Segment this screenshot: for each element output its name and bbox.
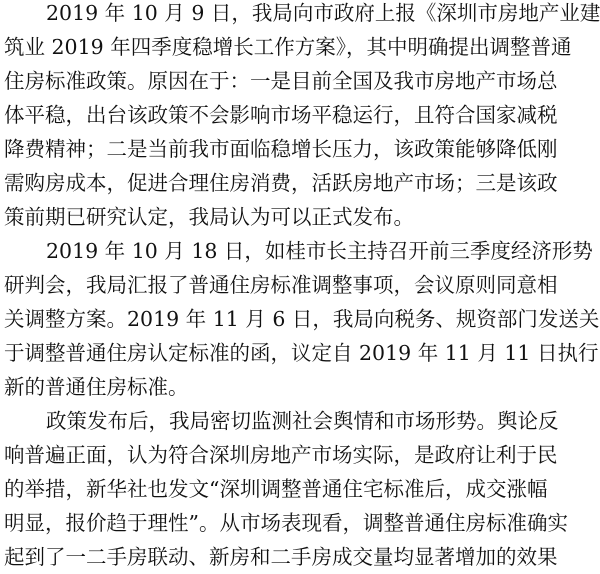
paragraph-3-line-1: 政策发布后，我局密切监测社会舆情和市场形势。舆论反 xyxy=(46,409,559,433)
paragraph-3-line-5: 起到了一二手房联动、新房和二手房成交量均显著增加的效果 xyxy=(4,545,558,569)
paragraph-2-line-5: 新的普通住房标准。 xyxy=(4,375,189,399)
paragraph-3-line-3: 的举措，新华社也发文“深圳调整普通住宅标准后，成交涨幅 xyxy=(4,477,548,501)
paragraph-2-line-3: 关调整方案。2019 年 11 月 6 日，我局向税务、规资部门发送关 xyxy=(4,307,600,331)
paragraph-1-line-7: 策前期已研究认定，我局认为可以正式发布。 xyxy=(4,205,414,229)
paragraph-2-line-4: 于调整普通住房认定标准的函，议定自 2019 年 11 月 11 日执行 xyxy=(4,341,599,365)
paragraph-1-line-4: 体平稳，出台该政策不会影响市场平稳运行，且符合国家减税 xyxy=(4,103,558,127)
paragraph-1-line-6: 需购房成本，促进合理住房消费，活跃房地产市场；三是该政 xyxy=(4,171,558,195)
paragraph-2-line-1: 2019 年 10 月 18 日，如桂市长主持召开前三季度经济形势 xyxy=(46,239,593,263)
paragraph-3-line-2: 响普遍正面，认为符合深圳房地产市场实际，是政府让利于民 xyxy=(4,443,558,467)
paragraph-1-line-1: 2019 年 10 月 9 日，我局向市政府上报《深圳市房地产业建 xyxy=(46,1,600,25)
paragraph-1-line-5: 降费精神；二是当前我市面临稳增长压力，该政策能够降低刚 xyxy=(4,137,558,161)
paragraph-3-line-4: 明显，报价趋于理性”。从市场表现看，调整普通住房标准确实 xyxy=(4,511,568,535)
paragraph-2-line-2: 研判会，我局汇报了普通住房标准调整事项，会议原则同意相 xyxy=(4,273,558,297)
paragraph-1-line-3: 住房标准政策。原因在于：一是目前全国及我市房地产市场总 xyxy=(4,69,558,93)
paragraph-1-line-2: 筑业 2019 年四季度稳增长工作方案》，其中明确提出调整普通 xyxy=(4,35,572,59)
